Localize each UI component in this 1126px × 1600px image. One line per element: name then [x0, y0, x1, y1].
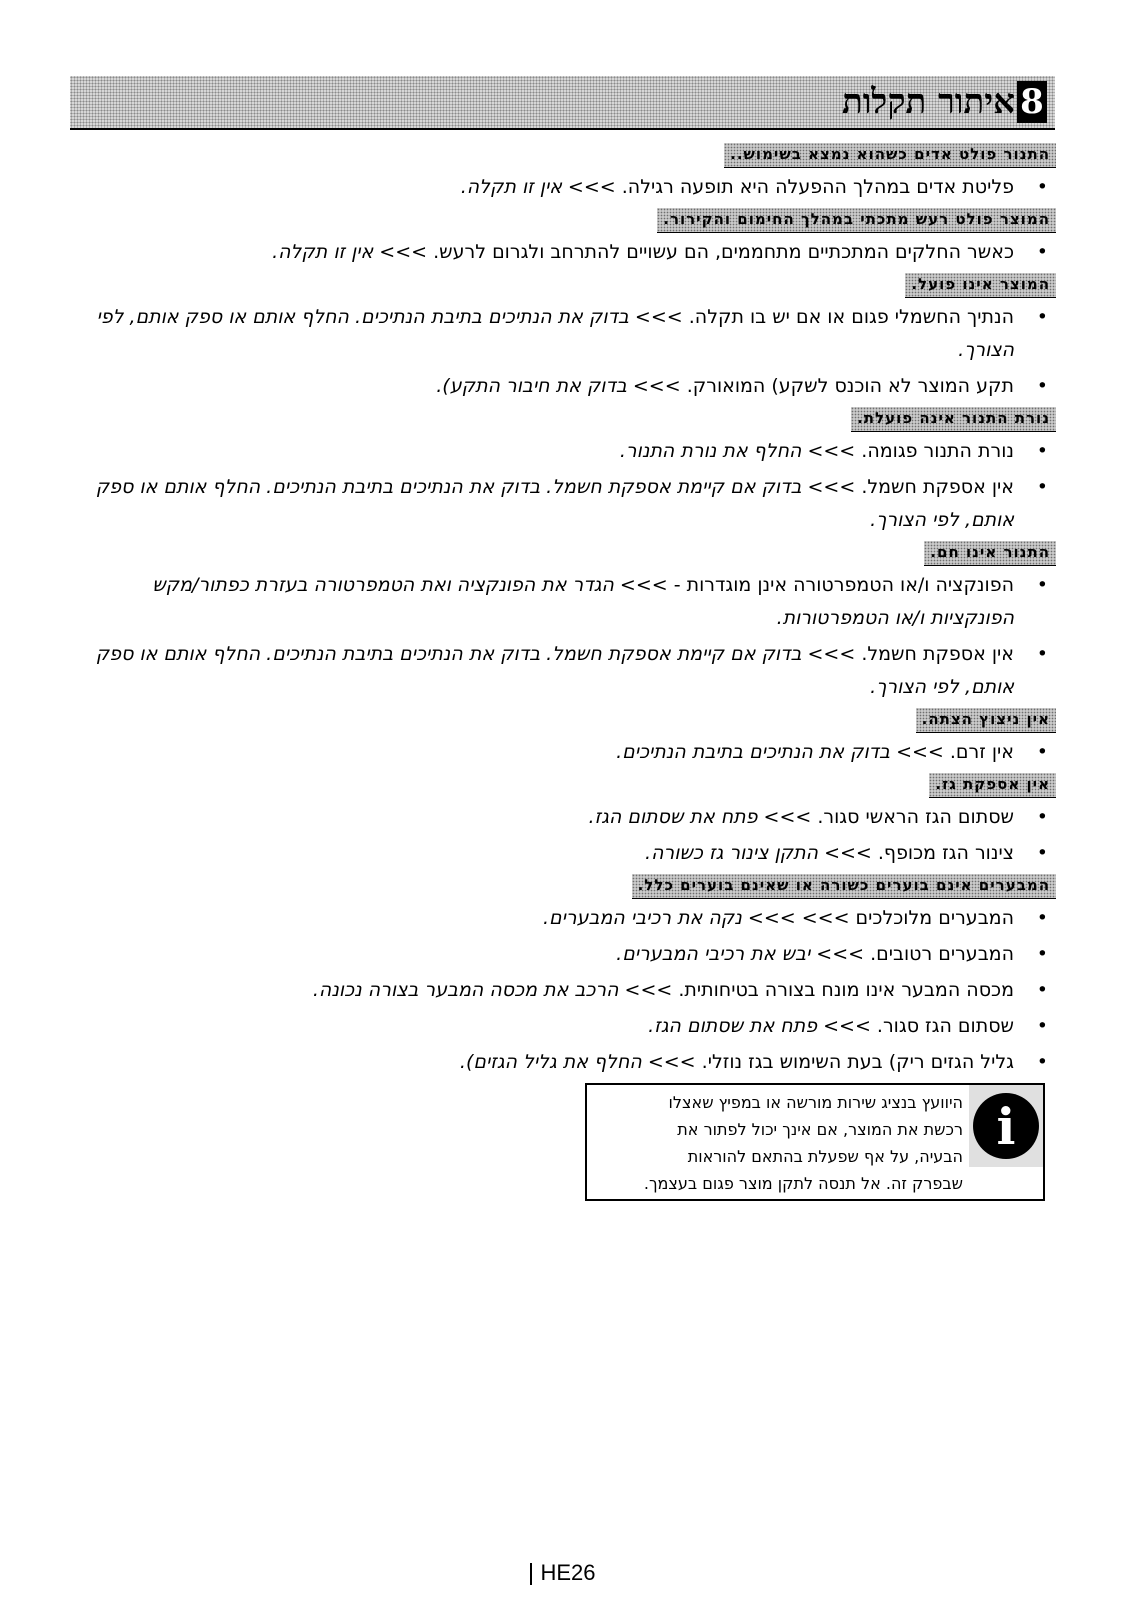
list-item	[66, 435, 1056, 468]
symptom-row	[66, 273, 1056, 299]
bullet-icon: •	[1036, 943, 1048, 965]
cause-text: נורת התנור פגומה.	[861, 440, 1014, 462]
solution-text: >>> הגדר את הפונקציה ואת הטמפרטורה בעזרת כפתור/מקש הפונקציות ו/או הטמפרטורות.	[152, 574, 1014, 629]
symptom-heading: אין ניצוץ הצתה.	[916, 708, 1056, 733]
symptom-row	[66, 874, 1056, 900]
list-item	[66, 902, 1056, 935]
symptom-heading: התנור אינו חם.	[924, 541, 1056, 566]
solution-text: >>> החלף את גליל הגזים).	[459, 1051, 696, 1073]
symptom-heading: המוצר פולט רעש מתכתי במהלך החימום והקירור.	[657, 208, 1056, 233]
bullet-icon: •	[1036, 476, 1048, 498]
bullet-icon: •	[1036, 842, 1048, 864]
solution-text: >>> בדוק אם קיימת אספקת חשמל. בדוק את הנתיכים בתיבת הנתיכים. החלף אותם או ספק אותם, לפי הצורך.	[95, 476, 1014, 531]
service-note	[585, 1083, 1045, 1201]
list-item	[66, 801, 1056, 834]
bullet-icon: •	[1036, 907, 1048, 929]
list-item	[66, 736, 1056, 769]
list-item	[66, 638, 1056, 704]
list-item	[66, 1046, 1056, 1079]
chapter-heading	[842, 80, 1047, 124]
solution-text: >>> הרכב את מכסה המבער בצורה נכונה.	[312, 979, 673, 1001]
symptom-row	[66, 208, 1056, 234]
bullet-icon: •	[1036, 806, 1048, 828]
list-item	[66, 236, 1056, 269]
symptom-heading: המבערים אינם בוערים כשורה או שאינם בוערים כלל.	[632, 874, 1056, 899]
solution-text: >>> פתח את שסתום הגז.	[648, 1015, 871, 1037]
bullet-icon: •	[1036, 979, 1048, 1001]
bullet-icon: •	[1036, 241, 1048, 263]
cause-text: אין אספקת חשמל.	[861, 476, 1014, 498]
list-item	[66, 471, 1056, 537]
list-item	[66, 569, 1056, 635]
solution-text: >>> נקה את רכיבי המבערים.	[543, 907, 796, 929]
list-item	[66, 301, 1056, 367]
chapter-title: איתור תקלות	[842, 82, 1015, 122]
symptom-row	[66, 773, 1056, 799]
cause-text: תקע המוצר לא הוכנס לשקע) המואורק.	[686, 375, 1014, 397]
bullet-icon: •	[1036, 440, 1048, 462]
list-item	[66, 1010, 1056, 1043]
troubleshooting-list	[66, 139, 1056, 1082]
bullet-icon: •	[1036, 176, 1048, 198]
cause-text: צינור הגז מכופף.	[877, 842, 1014, 864]
bullet-icon: •	[1036, 643, 1048, 665]
solution-text: >>> יבש את רכיבי המבערים.	[616, 943, 865, 965]
info-icon: i	[973, 1093, 1039, 1159]
bullet-icon: •	[1036, 1051, 1048, 1073]
note-line: שבפרק זה. אל תנסה לתקן מוצר פגום בעצמך.	[643, 1174, 963, 1193]
symptom-row	[66, 143, 1056, 169]
symptom-heading: המוצר אינו פועל.	[905, 273, 1056, 298]
cause-text: שסתום הגז הראשי סגור.	[817, 806, 1014, 828]
list-item	[66, 974, 1056, 1007]
solution-text: >>> אין זו תקלה.	[272, 241, 428, 263]
chapter-header	[70, 76, 1055, 130]
cause-text: הנתיך החשמלי פגום או אם יש בו תקלה.	[688, 306, 1014, 328]
solution-text: >>> בדוק אם קיימת אספקת חשמל. בדוק את הנתיכים בתיבת הנתיכים. החלף אותם או ספק אותם, לפי הצורך.	[95, 643, 1014, 698]
symptom-row	[66, 708, 1056, 734]
list-item	[66, 938, 1056, 971]
note-line: הבעיה, על אף שפעלת בהתאם להוראות	[687, 1147, 963, 1166]
cause-text: גליל הגזים ריק) בעת השימוש בגז נוזלי.	[701, 1051, 1014, 1073]
symptom-heading: התנור פולט אדים כשהוא נמצא בשימוש..	[724, 143, 1056, 168]
chapter-number: 8	[1017, 81, 1047, 123]
cause-text: שסתום הגז סגור.	[876, 1015, 1014, 1037]
cause-text: אין זרם.	[949, 741, 1014, 763]
list-item	[66, 370, 1056, 403]
note-text	[593, 1089, 963, 1197]
list-item	[66, 171, 1056, 204]
note-line: רכשת את המוצר, אם אינך יכול לפתור את	[677, 1120, 963, 1139]
solution-text: >>> בדוק את הנתיכים בתיבת הנתיכים.	[616, 741, 944, 763]
cause-text: הפונקציה ו/או הטמפרטורה אינן מוגדרות -	[673, 574, 1014, 596]
cause-text: המבערים רטובים.	[870, 943, 1014, 965]
cause-text: כאשר החלקים המתכתיים מתחממים, הם עשויים להתרחב ולגרום לרעש.	[433, 241, 1014, 263]
bullet-icon: •	[1036, 306, 1048, 328]
bullet-icon: •	[1036, 741, 1048, 763]
bullet-icon: •	[1036, 574, 1048, 596]
list-item	[66, 837, 1056, 870]
bullet-icon: •	[1036, 375, 1048, 397]
footer-divider	[530, 1563, 532, 1585]
page-footer	[0, 1560, 1126, 1586]
cause-text: המבערים מלוכלכים >>>	[801, 907, 1014, 929]
symptom-heading: נורת התנור אינה פועלת.	[851, 407, 1056, 432]
page-number: HE26	[540, 1560, 596, 1585]
solution-text: >>> החלף את נורת התנור.	[619, 440, 856, 462]
solution-text: >>> פתח את שסתום הגז.	[588, 806, 812, 828]
solution-text: >>> בדוק את חיבור התקע).	[436, 375, 681, 397]
bullet-icon: •	[1036, 1015, 1048, 1037]
cause-text: מכסה המבער אינו מונח בצורה בטיחותית.	[678, 979, 1014, 1001]
symptom-row	[66, 407, 1056, 433]
note-icon-box	[969, 1085, 1043, 1167]
cause-text: פליטת אדים במהלך ההפעלה היא תופעה רגילה.	[621, 176, 1014, 198]
symptom-heading: אין אספקת גז.	[929, 773, 1056, 798]
note-line: היוועץ בנציג שירות מורשה או במפיץ שאצלו	[668, 1093, 963, 1112]
symptom-row	[66, 541, 1056, 567]
solution-text: >>> בדוק את הנתיכים בתיבת הנתיכים. החלף אותם או ספק אותם, לפי הצורך.	[96, 306, 1014, 361]
solution-text: >>> אין זו תקלה.	[460, 176, 616, 198]
solution-text: >>> התקן צינור גז כשורה.	[645, 842, 872, 864]
cause-text: אין אספקת חשמל.	[861, 643, 1014, 665]
